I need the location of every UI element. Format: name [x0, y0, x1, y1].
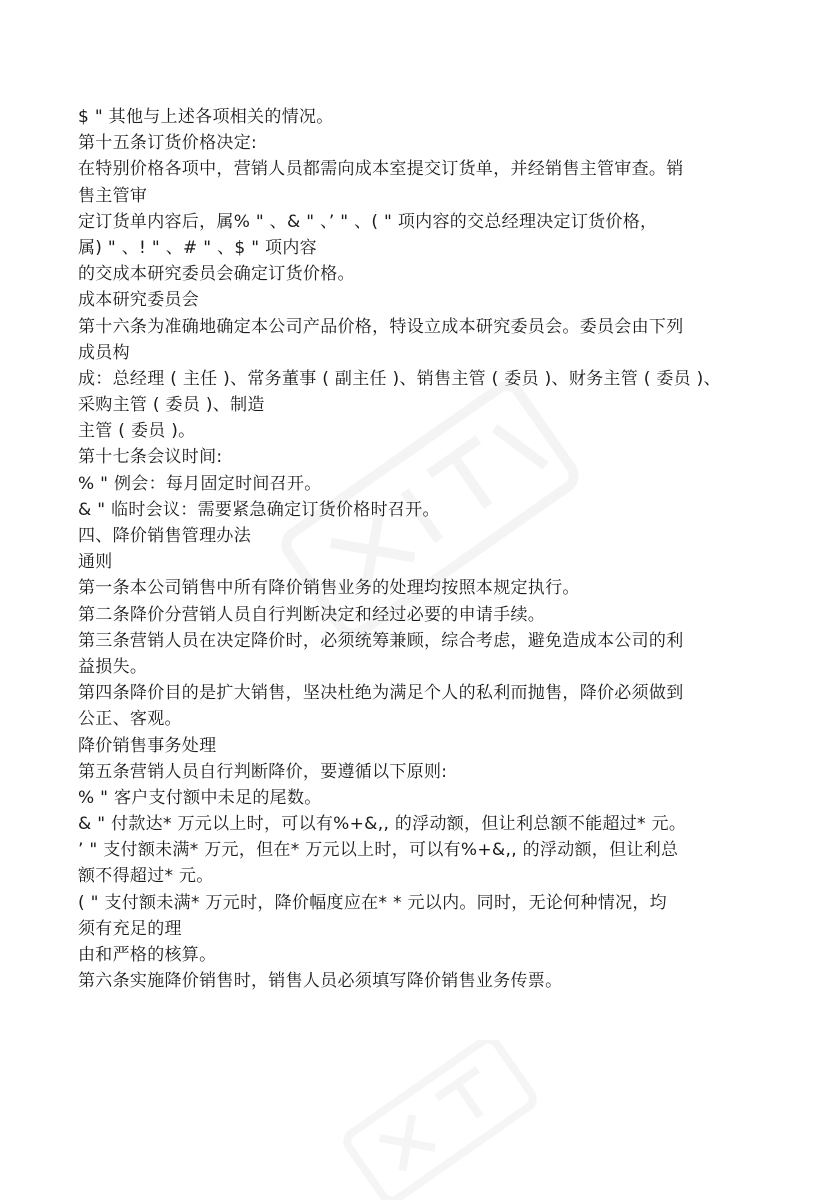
text-line: $ " 其他与上述各项相关的情况。	[78, 107, 334, 127]
text-line: 第五条营销人员自行判断降价，要遵循以下原则:	[78, 761, 448, 782]
text-line: 益损失。	[78, 656, 148, 677]
text-line: 第六条实施降价销售时，销售人员必须填写降价销售业务传票。	[78, 971, 563, 992]
section-heading: 第十七条会议时间:	[78, 447, 223, 468]
text-line: ( " 支付额未满* 万元时，降价幅度应在* * 元以内。同时，无论何种情况，均	[78, 892, 667, 913]
section-heading: 成本研究委员会	[78, 290, 200, 311]
text-line: 须有充足的理	[78, 918, 182, 939]
text-line: 公正、客观。	[78, 709, 182, 730]
text-line: ’ " 支付额未满* 万元，但在* 万元以上时，可以有%+&,, 的浮动额，但让利总	[78, 840, 679, 861]
text-line: & " 付款达* 万元以上时，可以有%+&,, 的浮动额，但让利总额不能超过* 元。	[78, 814, 687, 835]
text-line: & " 临时会议：需要紧急确定订货价格时召开。	[78, 499, 440, 520]
chapter-heading: 四、降价销售管理办法	[78, 526, 251, 546]
text-line: 第一条本公司销售中所有降价销售业务的处理均按照本规定执行。	[78, 578, 580, 599]
text-line: 成员构	[78, 342, 130, 363]
text-line: 采购主管 ( 委员 )、制造	[78, 395, 265, 416]
text-line: 成：总经理 ( 主任 )、常务董事 ( 副主任 )、销售主管 ( 委员 )、财务主管 ( 委员 )、	[78, 368, 721, 389]
watermark-stamp-bottom	[330, 1040, 550, 1200]
text-line: 额不得超过* 元。	[78, 866, 214, 887]
text-line: 第四条降价目的是扩大销售，坚决杜绝为满足个人的私利而抛售，降价必须做到	[78, 683, 684, 704]
text-line: 定订货单内容后，属% " 、& " 、’ " 、( " 项内容的交总经理决定订货价格，	[78, 211, 658, 232]
text-line: 主管 ( 委员 )。	[78, 421, 196, 442]
text-line: % " 例会：每月固定时间召开。	[78, 473, 322, 494]
text-line: 在特别价格各项中，营销人员都需向成本室提交订货单，并经销售主管审查。销	[78, 159, 684, 180]
text-line: 售主管审	[78, 185, 148, 206]
text-line: 第二条降价分营销人员自行判断决定和经过必要的申请手续。	[78, 604, 546, 625]
section-heading: 通则	[78, 552, 113, 573]
document-body	[78, 104, 758, 994]
section-heading: 第十五条订货价格决定:	[78, 133, 258, 154]
text-line: 由和严格的核算。	[78, 945, 217, 965]
text-line: 属) " 、! " 、# " 、$ " 项内容	[78, 237, 317, 258]
text-line: 第三条营销人员在决定降价时，必须统筹兼顾，综合考虑，避免造成本公司的利	[78, 630, 684, 651]
text-line: 的交成本研究委员会确定订货价格。	[78, 264, 355, 285]
text-line: % " 客户支付额中未足的尾数。	[78, 787, 322, 808]
text-line: 第十六条为准确地确定本公司产品价格，特设立成本研究委员会。委员会由下列	[78, 316, 684, 337]
section-heading: 降价销售事务处理	[78, 735, 217, 756]
